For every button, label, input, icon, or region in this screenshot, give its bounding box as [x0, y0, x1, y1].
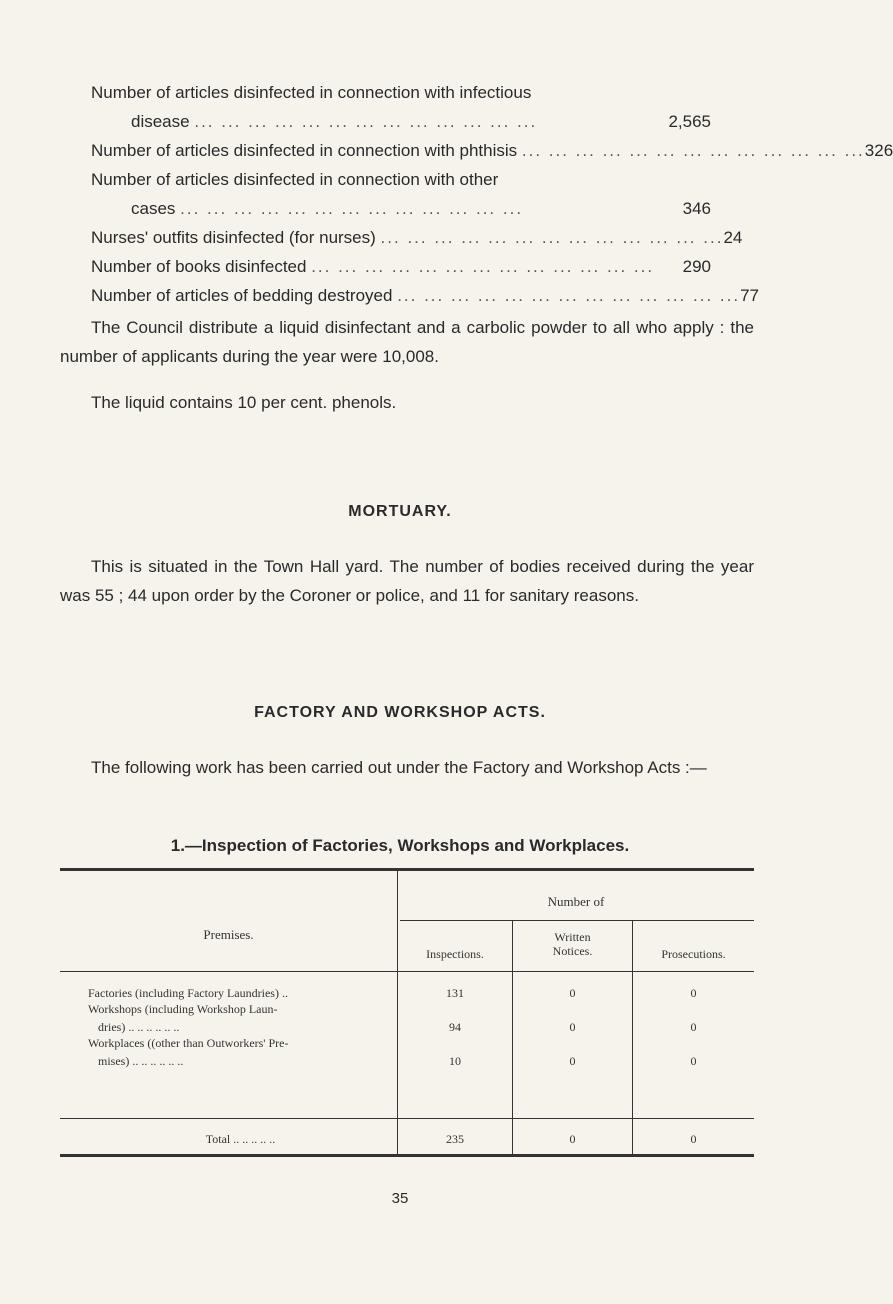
table-cell: 0	[690, 1132, 697, 1146]
stat-label: Number of articles of bedding destroyed	[91, 286, 393, 305]
stat-label: cases	[131, 199, 176, 218]
mortuary-paragraph: This is situated in the Town Hall yard. The number of bodies received during the year was 55 ; 44 upon order by the Coroner or police, and 11 for sanitary reasons.	[60, 557, 754, 605]
table-cell: 0	[569, 1020, 576, 1034]
table-cell: 0	[690, 1054, 697, 1068]
stat-label: Number of articles disinfected in connection with other	[91, 170, 499, 189]
premises-header: Premises.	[203, 927, 254, 942]
table-top-rule	[60, 868, 754, 871]
page-number: 35	[391, 1190, 409, 1207]
stat-row-infectious	[91, 78, 711, 136]
total-label: Total .. .. .. .. ..	[205, 1132, 276, 1146]
table-cell: 235	[446, 1132, 464, 1146]
stat-label: Number of articles disinfected in connection with infectious	[91, 83, 532, 102]
inspection-table	[60, 868, 754, 1158]
stat-value: 346	[682, 199, 711, 218]
stat-row-bedding	[91, 281, 759, 310]
factory-intro-paragraph: The following work has been carried out under the Factory and Workshop Acts :—	[91, 758, 707, 777]
table-cell: 0	[569, 1054, 576, 1068]
column-divider	[397, 871, 398, 1154]
table-cell: 0	[569, 986, 576, 1000]
written-notices-header-line2: Notices.	[552, 944, 593, 958]
table-cell: 0	[690, 986, 697, 1000]
stat-value: 290	[682, 257, 711, 276]
leader-dots: ... ... ... ... ... ... ... ... ... ... ... ... ...	[180, 199, 524, 218]
prosecutions-header: Prosecutions.	[661, 947, 726, 961]
stat-label: Number of articles disinfected in connection with phthisis	[91, 141, 518, 160]
council-paragraph: The Council distribute a liquid disinfectant and a carbolic powder to all who apply : the number of applicants during the year were 10,008.	[60, 318, 754, 366]
table-cell: 94	[449, 1020, 461, 1034]
leader-dots: ... ... ... ... ... ... ... ... ... ... ... ... ...	[397, 286, 741, 305]
stat-label: disease	[131, 112, 190, 131]
header-subrule	[400, 920, 754, 921]
table-title: 1.—Inspection of Factories, Workshops and Workplaces.	[170, 836, 630, 855]
stat-row-nurses-outfits	[91, 223, 743, 252]
leader-dots: ... ... ... ... ... ... ... ... ... ... ... ... ...	[194, 112, 538, 131]
table-row-label: Workplaces ((other than Outworkers' Pre-	[88, 1036, 289, 1050]
table-row-label: mises) .. .. .. .. .. ..	[98, 1054, 184, 1068]
table-row-label: Factories (including Factory Laundries) ..	[88, 986, 288, 1000]
stat-value: 2,565	[668, 112, 711, 131]
table-cell: 0	[690, 1020, 697, 1034]
written-notices-header-line1: Written	[554, 930, 591, 944]
table-cell: 0	[569, 1132, 576, 1146]
leader-dots: ... ... ... ... ... ... ... ... ... ... ... ... ...	[521, 141, 865, 160]
leader-dots: ... ... ... ... ... ... ... ... ... ... ... ... ...	[380, 228, 724, 247]
header-rule	[60, 971, 754, 972]
table-cell: 131	[446, 986, 464, 1000]
mortuary-heading: MORTUARY.	[348, 503, 452, 520]
stat-row-phthisis	[91, 136, 893, 165]
liquid-paragraph: The liquid contains 10 per cent. phenols.	[91, 393, 397, 412]
table-bottom-rule	[60, 1154, 754, 1157]
stat-row-books	[91, 252, 711, 281]
stat-value: 326	[864, 141, 893, 160]
table-cell: 10	[449, 1054, 461, 1068]
disinfection-statistics	[91, 78, 893, 310]
stat-label: Number of books disinfected	[91, 257, 307, 276]
number-of-header: Number of	[547, 894, 605, 909]
table-row-label: dries) .. .. .. .. .. ..	[98, 1020, 180, 1034]
total-rule	[60, 1118, 754, 1119]
factory-heading: FACTORY AND WORKSHOP ACTS.	[254, 704, 546, 721]
stat-value: 77	[740, 286, 759, 305]
leader-dots: ... ... ... ... ... ... ... ... ... ... ... ... ...	[311, 257, 655, 276]
table-row-label: Workshops (including Workshop Laun-	[88, 1002, 278, 1016]
stat-value: 24	[723, 228, 743, 247]
inspections-header: Inspections.	[426, 947, 484, 961]
stat-row-other-cases	[91, 165, 711, 223]
stat-label: Nurses' outfits disinfected (for nurses)	[91, 228, 376, 247]
